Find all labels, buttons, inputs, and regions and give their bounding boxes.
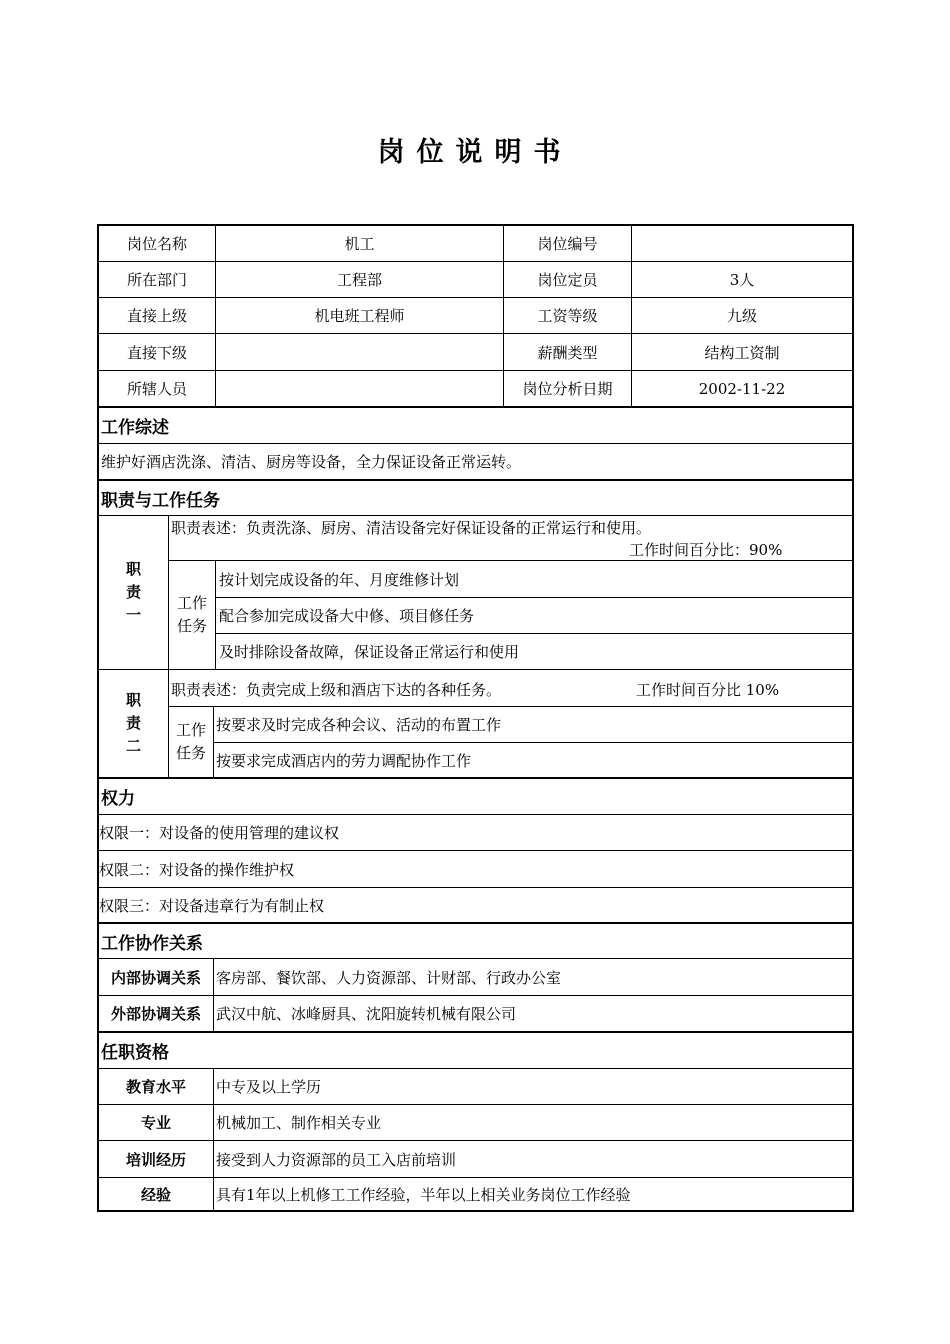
position-name-value: 机工: [216, 226, 504, 262]
page-title: 岗位说明书: [377, 137, 573, 168]
duty-2-label-char: 二: [125, 737, 141, 755]
duty-2-label-char: 职: [125, 691, 141, 709]
major-label: 专业: [99, 1105, 214, 1141]
task-label-line: 工作: [175, 721, 206, 739]
relations-heading: 工作协作关系: [99, 924, 852, 959]
department-value: 工程部: [216, 262, 504, 298]
training-label: 培训经历: [99, 1141, 214, 1178]
duty-2-description: 职责表述：负责完成上级和酒店下达的各种任务。: [171, 681, 502, 699]
subordinate-label: 直接下级: [99, 334, 216, 371]
duty-1-description-cell: [169, 516, 852, 561]
experience-label: 经验: [99, 1178, 214, 1210]
qualifications-heading: 任职资格: [99, 1033, 852, 1069]
pay-type-label: 薪酬类型: [504, 334, 632, 371]
duties-heading: 职责与工作任务: [99, 481, 852, 516]
authority-heading: 权力: [99, 779, 852, 815]
summary-text: 维护好酒店洗涤、清洁、厨房等设备，全力保证设备正常运转。: [99, 444, 852, 481]
position-name-label: 岗位名称: [99, 226, 216, 262]
duty-2-task-label: [169, 707, 214, 779]
position-no-label: 岗位编号: [504, 226, 632, 262]
authority-item: 权限一：对设备的使用管理的建议权: [99, 815, 852, 851]
headcount-value: 3人: [632, 262, 852, 298]
subordinate-value: [216, 334, 504, 371]
training-value: 接受到人力资源部的员工入店前培训: [214, 1141, 852, 1178]
job-description-table: [97, 224, 854, 1212]
supervisor-value: 机电班工程师: [216, 298, 504, 334]
authority-item: 权限二：对设备的操作维护权: [99, 851, 852, 888]
grade-label: 工资等级: [504, 298, 632, 334]
education-label: 教育水平: [99, 1069, 214, 1105]
grade-value: 九级: [632, 298, 852, 334]
duty-1-label: [99, 516, 169, 670]
duty-1-label-char: 职: [125, 560, 141, 578]
duty-2-label: [99, 670, 169, 779]
external-relations-label: 外部协调关系: [99, 996, 214, 1033]
duty-1-task: 及时排除设备故障，保证设备正常运行和使用: [216, 634, 852, 670]
analysis-date-value: 2002-11-22: [632, 371, 852, 408]
summary-heading: 工作综述: [99, 408, 852, 444]
duty-1-description: 职责表述：负责洗涤、厨房、清洁设备完好保证设备的正常运行和使用。: [171, 519, 652, 537]
task-label-line: 任务: [176, 617, 207, 635]
external-relations-value: 武汉中航、冰峰厨具、沈阳旋转机械有限公司: [214, 996, 852, 1033]
duty-1-time-pct: 工作时间百分比：90%: [629, 541, 783, 559]
department-label: 所在部门: [99, 262, 216, 298]
internal-relations-label: 内部协调关系: [99, 959, 214, 996]
task-label-line: 工作: [176, 594, 207, 612]
experience-value: 具有1年以上机修工工作经验，半年以上相关业务岗位工作经验: [216, 1185, 631, 1204]
duty-1-task-label: [169, 561, 216, 670]
major-value: 机械加工、制作相关专业: [214, 1105, 852, 1141]
duty-1-task: 按计划完成设备的年、月度维修计划: [216, 561, 852, 598]
duty-1-label-char: 责: [125, 583, 141, 601]
authority-item: 权限三：对设备违章行为有制止权: [99, 888, 852, 924]
duty-1-label-char: 一: [125, 606, 141, 624]
duty-2-label-char: 责: [125, 714, 141, 732]
staff-value: [216, 371, 504, 408]
duty-1-task: 配合参加完成设备大中修、项目修任务: [216, 598, 852, 634]
analysis-date-label: 岗位分析日期: [504, 371, 632, 408]
internal-relations-value: 客房部、餐饮部、人力资源部、计财部、行政办公室: [214, 959, 852, 996]
education-value: 中专及以上学历: [214, 1069, 852, 1105]
position-no-value: [632, 226, 852, 262]
supervisor-label: 直接上级: [99, 298, 216, 334]
headcount-label: 岗位定员: [504, 262, 632, 298]
duty-2-task: 按要求完成酒店内的劳力调配协作工作: [214, 743, 852, 779]
task-label-line: 任务: [175, 744, 206, 762]
staff-label: 所辖人员: [99, 371, 216, 408]
duty-2-task: 按要求及时完成各种会议、活动的布置工作: [214, 707, 852, 743]
duty-2-description-cell: [169, 670, 852, 707]
duty-2-time-pct: 工作时间百分比 10%: [636, 681, 780, 699]
pay-type-value: 结构工资制: [632, 334, 852, 371]
